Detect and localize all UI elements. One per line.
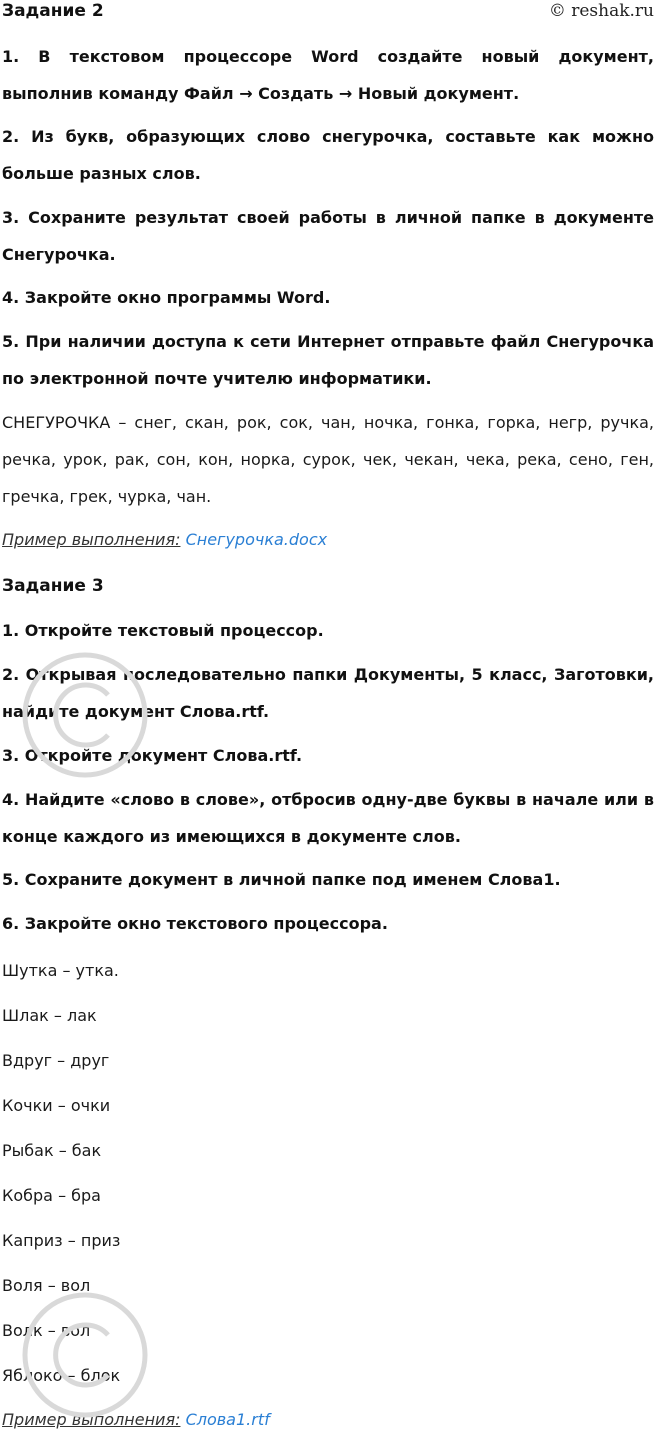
task3-step-4: 4. Найдите «слово в слове», отбросив одну-две буквы в начале или в конце каждого из имеющихся в документе слов. bbox=[2, 790, 654, 846]
task2-step-1: 1. В текстовом процессоре Word создайте новый документ, выполнив команду Файл → Создать → Новый документ. bbox=[2, 47, 654, 103]
task2-step-4: 4. Закройте окно программы Word. bbox=[2, 288, 331, 307]
word-pair: Воля – вол bbox=[2, 1276, 91, 1295]
task3-step-3: 3. Откройте документ Слова.rtf. bbox=[2, 746, 303, 765]
word-pair: Рыбак – бак bbox=[2, 1141, 102, 1160]
task2-step-5: 5. При наличии доступа к сети Интернет отправьте файл Снегурочка по электронной почте учителю информатики. bbox=[2, 332, 654, 388]
word-pair: Вдруг – друг bbox=[2, 1051, 110, 1070]
watermark-seal-icon bbox=[10, 1280, 160, 1430]
word-pair: Яблоко – блок bbox=[2, 1366, 121, 1385]
task3-example-label: Пример выполнения: bbox=[2, 1410, 181, 1429]
task3-step-1: 1. Откройте текстовый процессор. bbox=[2, 621, 324, 640]
task2-step-3: 3. Сохраните результат своей работы в личной папке в документе Снегурочка. bbox=[2, 208, 654, 264]
task3-step-2: 2. Открывая последовательно папки Документы, 5 класс, Заготовки, найдите документ Слова.rtf. bbox=[2, 665, 654, 721]
word-pair: Каприз – приз bbox=[2, 1231, 121, 1250]
task2-example-link[interactable]: Снегурочка.docx bbox=[185, 530, 328, 549]
word-pair: Шлак – лак bbox=[2, 1006, 97, 1025]
watermark-seal-icon bbox=[10, 640, 160, 790]
task2-answer: СНЕГУРОЧКА – снег, скан, рок, сок, чан, ночка, гонка, горка, негр, ручка, речка, урок, рак, сон, кон, норка, сурок, чек, чекан, чека, река, сено, ген, гречка, грек, чурка, чан. bbox=[2, 413, 654, 506]
word-pair: Волк – вол bbox=[2, 1321, 91, 1340]
task2-example bbox=[2, 529, 327, 551]
task3-step-5: 5. Сохраните документ в личной папке под именем Слова1. bbox=[2, 870, 561, 889]
task3-example-link[interactable]: Слова1.rtf bbox=[185, 1410, 270, 1429]
task2-example-label: Пример выполнения: bbox=[2, 530, 181, 549]
task3-step-6: 6. Закройте окно текстового процессора. bbox=[2, 914, 388, 933]
task2-step-2: 2. Из букв, образующих слово снегурочка, составьте как можно больше разных слов. bbox=[2, 127, 654, 183]
word-pair: Шутка – утка. bbox=[2, 961, 119, 980]
task2-heading: Задание 2 bbox=[2, 1, 104, 21]
word-pair: Кобра – бра bbox=[2, 1186, 101, 1205]
task3-heading: Задание 3 bbox=[2, 576, 104, 596]
copyright-label: © reshak.ru bbox=[548, 1, 654, 21]
word-pair: Кочки – очки bbox=[2, 1096, 111, 1115]
